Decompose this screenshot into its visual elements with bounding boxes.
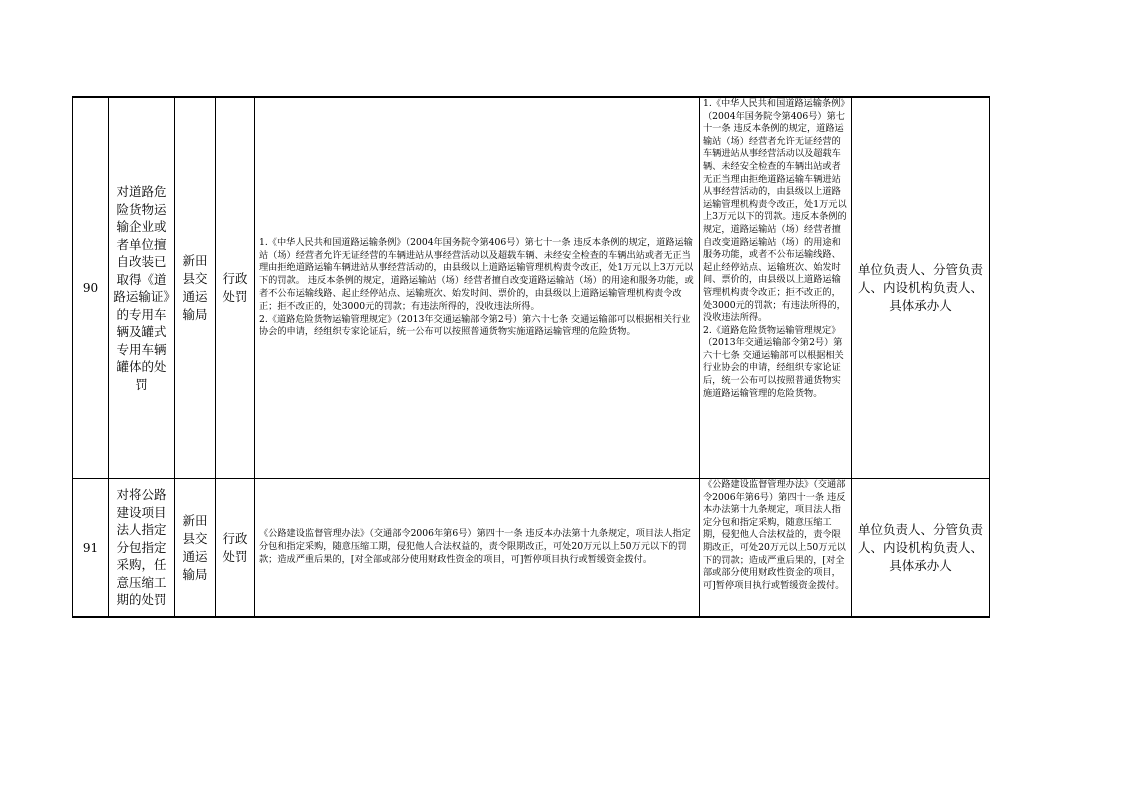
table-row xyxy=(73,479,990,618)
power-type: 行政处罚 xyxy=(216,97,255,479)
department: 新田县交通运输局 xyxy=(175,97,216,479)
legal-basis-detail xyxy=(700,479,852,618)
legal-basis: 《公路建设监督管理办法》（交通部令2006年第6号）第四十一条 违反本办法第十九条规定，项目法人指定分包和指定采购，随意压缩工期，侵犯他人合法权益的，责令限期改正，可处20万元以上50万元以下的罚款；造成严重后果的，[对全部或部分使用财政性资金的项目，可]暂停项目执行或暂缓资金拨付。 xyxy=(255,479,700,618)
item-name: 对道路危险货物运输企业或者单位擅自改装已取得《道路运输证》的专用车辆及罐式专用车辆罐体的处罚 xyxy=(109,97,175,479)
item-name: 对将公路建设项目法人指定分包指定采购，任意压缩工期的处罚 xyxy=(109,479,175,618)
responsible-persons: 单位负责人、分管负责人、内设机构负责人、具体承办人 xyxy=(852,479,990,618)
power-type: 行政处罚 xyxy=(216,479,255,618)
legal-basis-detail xyxy=(700,97,852,479)
department: 新田县交通运输局 xyxy=(175,479,216,618)
legal-basis-detail-text: 1.《中华人民共和国道路运输条例》（2004年国务院令第406号）第七十一条 违反本条例的规定，道路运输站（场）经营者允许无证经营的车辆进站从事经营活动以及超载车辆、未经安全检查的车辆出站或者无正当理由拒绝道路运输车辆进站从事经营活动的，由县级以上道路运输管理机构责令改正，处1万元以上3万元以下的罚款。违反本条例的规定，道路运输站（场）经营者擅自改变道路运输站（场）的用途和服务功能，或者不公布运输线路、起止经停站点、运输班次、始发时间、票价的，由县级以上道路运输管理机构责令改正；拒不改正的，处3000元的罚款；有违法所得的，没收违法所得。 2.《道路危险货物运输管理规定》（2013年交通运输部令第2号）第六十七条 交通运输部可以根据相关行业协会的申请，经组织专家论证后，统一公布可以按照普通货物实施道路运输管理的危险货物。 xyxy=(703,98,847,399)
row-number: 90 xyxy=(73,97,109,479)
responsible-persons: 单位负责人、分管负责人、内设机构负责人、具体承办人 xyxy=(852,97,990,479)
table-row xyxy=(73,97,990,479)
legal-basis: 1.《中华人民共和国道路运输条例》（2004年国务院令第406号）第七十一条 违反本条例的规定，道路运输站（场）经营者允许无证经营的车辆进站从事经营活动以及超载车辆、未经安全检查的车辆出站或者无正当理由拒绝道路运输车辆进站从事经营活动的，由县级以上道路运输管理机构责令改正，处1万元以上3万元以下的罚款。 违反本条例的规定，道路运输站（场）经营者擅自改变道路运输站（场）的用途和服务功能，或者不公布运输线路、起止经停站点、运输班次、始发时间、票价的，由县级以上道路运输管理机构责令改正；拒不改正的，处3000元的罚款；有违法所得的，没收违法所得。 2.《道路危险货物运输管理规定》（2013年交通运输部令第2号）第六十七条 交通运输部可以根据相关行业协会的申请，经组织专家论证后，统一公布可以按照普通货物实施道路运输管理的危险货物。 xyxy=(255,97,700,479)
legal-basis-detail-text: 《公路建设监督管理办法》（交通部令2006年第6号）第四十一条 违反本办法第十九条规定，项目法人指定分包和指定采购，随意压缩工期，侵犯他人合法权益的，责令限期改正，可处20万元以上50万元以下的罚款；造成严重后果的，[对全部或部分使用财政性资金的项目，可]暂停项目执行或暂缓资金拨付。 xyxy=(703,479,846,591)
row-number: 91 xyxy=(73,479,109,618)
penalty-table xyxy=(72,96,990,618)
